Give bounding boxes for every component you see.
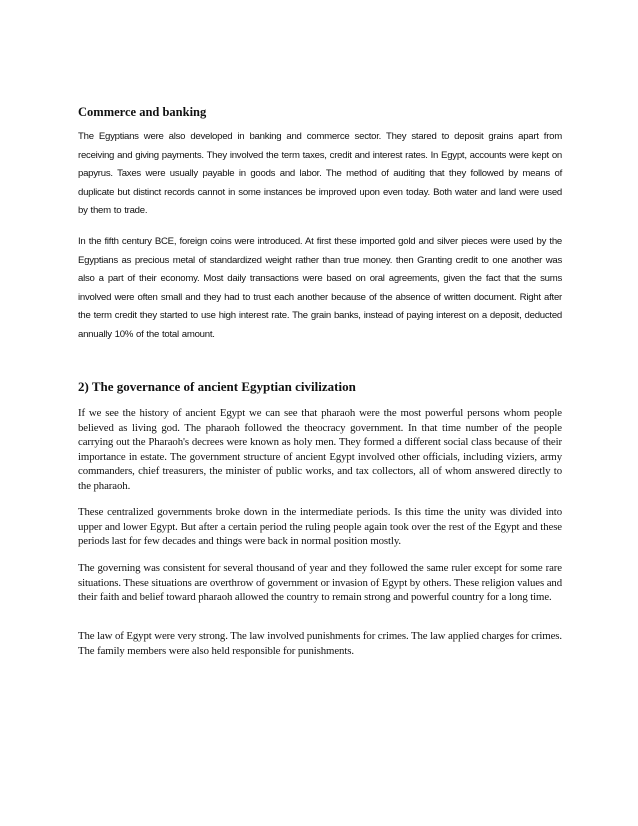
paragraph-commerce-1: The Egyptians were also developed in banking and commerce sector. They stared to deposit grains apart from receiving and giving payments. They involved the term taxes, credit and interest rates. In Egypt, accounts were kept on papyrus. Taxes were usually payable in goods and labor. The method of auditing that they followed by means of duplicate but distinct records cannot in some instances be improved upon even today. Both water and land were used by them to trade. xyxy=(78,131,562,216)
paragraph-commerce-2: In the fifth century BCE, foreign coins were introduced. At first these imported gold and silver pieces were used by the Egyptians as precious metal of standardized weight rather than true money. then Granting credit to one another was also a part of their economy. Most daily transactions were based on oral agreements, given the fact that the sums involved were often small and they had to trust each another because of the absence of written document. Right after the term credit they started to use high interest rate. The grain banks, instead of paying interest on a deposit, deducted annually 10% of the total amount. xyxy=(78,236,562,340)
section-heading-commerce-banking: Commerce and banking xyxy=(78,105,207,119)
paragraph-governance-2: These centralized governments broke down in the intermediate periods. Is this time the unity was divided into upper and lower Egypt. But after a certain period the ruling people again took over the rest of the Egypt and these periods last for few decades and things were back in normal position mostly. xyxy=(78,506,562,548)
paragraph-governance-1: If we see the history of ancient Egypt we can see that pharaoh were the most powerful persons whom people believed as living god. The pharaoh followed the theocracy government. In that time number of the people carrying out the Pharaoh's decrees were known as holy men. They formed a different social class because of their importance in estate. The government structure of ancient Egypt involved other officials, including viziers, army commanders, chief treasurers, the minister of public works, and tax collectors, all of whom answered directly to the pharaoh. xyxy=(78,407,562,492)
section-heading-governance: 2) The governance of ancient Egyptian civilization xyxy=(78,379,356,394)
paragraph-governance-4: The law of Egypt were very strong. The law involved punishments for crimes. The law applied charges for crimes. The family members were also held responsible for punishments. xyxy=(78,630,562,657)
paragraph-governance-3: The governing was consistent for several thousand of year and they followed the same ruler except for some rare situations. These situations are overthrow of government or invasion of Egypt by others. These religion values and their faith and belief toward pharaoh allowed the country to remain strong and powerful country for a long time. xyxy=(78,562,562,604)
